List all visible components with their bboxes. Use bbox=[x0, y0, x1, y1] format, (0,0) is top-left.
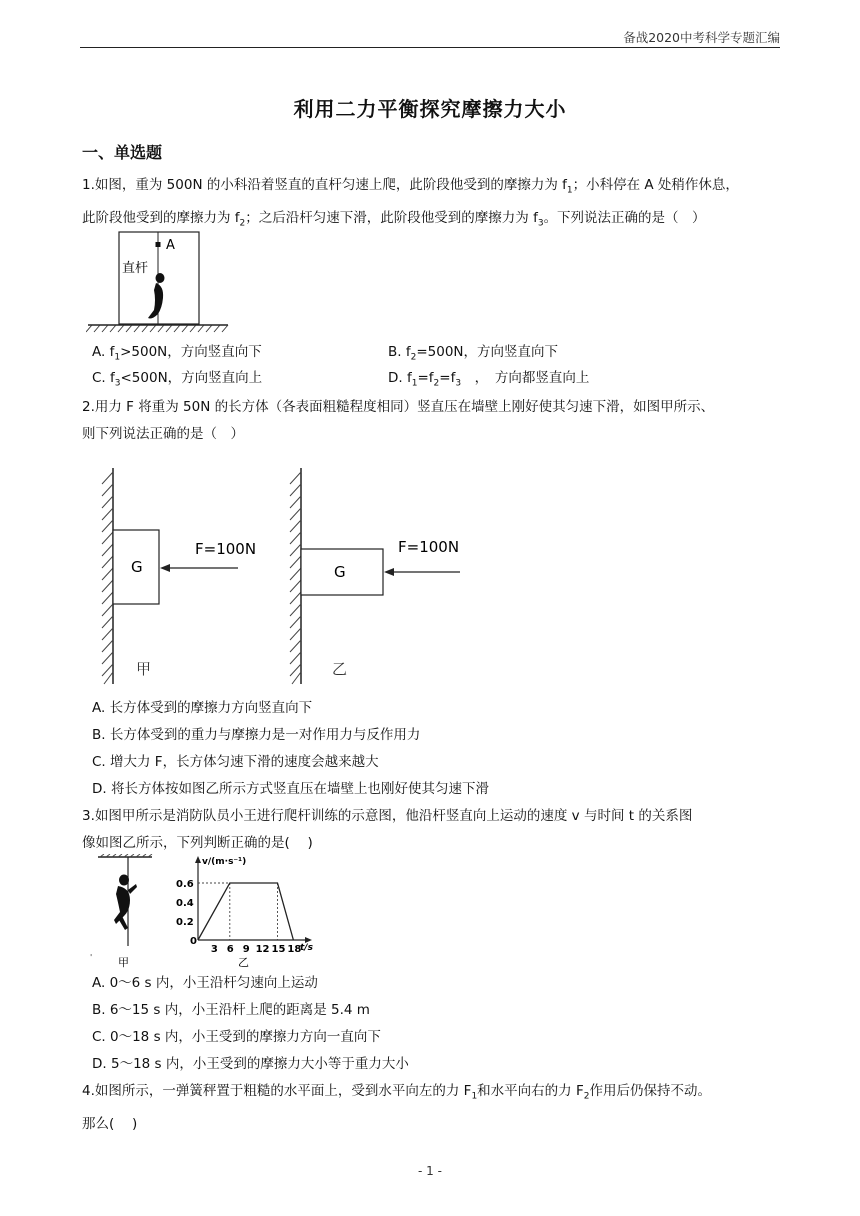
label-yi: 乙 bbox=[238, 956, 249, 969]
q2-option-b: B. 长方体受到的重力与摩擦力是一对作用力与反作用力 bbox=[92, 727, 421, 743]
page-number: - 1 - bbox=[418, 1164, 442, 1178]
force-arrowhead-yi bbox=[384, 568, 394, 576]
question-1-text: 1.如图，重为 500N 的小科沿着竖直的直杆匀速上爬，此阶段他受到的摩擦力为 $f_1$；小科停在 A 处稍作休息， 此阶段他受到的摩擦力为 $f_2$；之后沿杆匀速下滑，此阶段他受到的摩擦力为 $f_3$。下列说法正确的是（ ） bbox=[82, 177, 739, 229]
q2-option-a: A. 长方体受到的摩擦力方向竖直向下 bbox=[92, 700, 313, 716]
x-tick-label: 12 bbox=[255, 944, 270, 955]
q3-option-b: B. 6～15 s 内，小王沿杆上爬的距离是 5.4 m bbox=[92, 1002, 370, 1018]
question-2-text: 2.用力 F 将重为 50N 的长方体（各表面粗糙程度相同）竖直压在墙壁上刚好使其匀速下滑，如图甲所示、 则下列说法正确的是（ ） bbox=[82, 399, 715, 442]
question-3-figure bbox=[88, 854, 338, 972]
velocity-time-chart bbox=[176, 856, 314, 969]
question-3-text: 3.如图甲所示是消防队员小王进行爬杆训练的示意图，他沿杆竖直向上运动的速度 v 与时间 t 的关系图 像如图乙所示，下列判断正确的是( ) bbox=[82, 808, 693, 851]
ground-hatching bbox=[86, 325, 228, 332]
question-2-figure bbox=[92, 460, 472, 688]
label-jia: 甲 bbox=[136, 660, 152, 678]
q3-option-c: C. 0～18 s 内，小王受到的摩擦力方向一直向下 bbox=[92, 1029, 381, 1045]
block-yi-label: G bbox=[334, 563, 346, 581]
q1-option-a: A. $f_1>500N$，方向竖直向下 bbox=[92, 344, 262, 363]
page-header: 备战2020中考科学专题汇编 bbox=[623, 30, 780, 45]
question-1-figure bbox=[86, 228, 236, 336]
force-label-yi: F=100N bbox=[398, 538, 460, 556]
x-tick-label: 6 bbox=[226, 944, 234, 955]
y-tick-label: 0.4 bbox=[176, 898, 194, 909]
wall-yi-hatching bbox=[290, 472, 301, 684]
q3-option-d: D. 5～18 s 内，小王受到的摩擦力大小等于重力大小 bbox=[92, 1056, 409, 1072]
y-axis-arrow bbox=[195, 856, 201, 863]
y-tick-label: 0.6 bbox=[176, 879, 194, 890]
force-arrowhead-jia bbox=[160, 564, 170, 572]
force-label-jia: F=100N bbox=[195, 540, 257, 558]
label-jia: 甲 bbox=[118, 956, 129, 969]
svg-text:': ' bbox=[90, 953, 93, 962]
velocity-line bbox=[198, 883, 293, 940]
q2-option-c: C. 增大力 F，长方体匀速下滑的速度会越来越大 bbox=[92, 754, 379, 770]
q3-option-a: A. 0～6 s 内，小王沿杆匀速向上运动 bbox=[92, 975, 318, 991]
climber-figure bbox=[148, 273, 165, 319]
y-axis-label: v/(m·s⁻¹) bbox=[202, 857, 247, 867]
block-jia-label: G bbox=[131, 558, 143, 576]
label-a: A bbox=[166, 238, 175, 253]
x-axis-label: t/s bbox=[300, 943, 313, 953]
section-heading: 一、单选题 bbox=[82, 143, 163, 162]
label-pole: 直杆 bbox=[122, 261, 149, 276]
x-tick-label: 9 bbox=[242, 944, 250, 955]
y-tick-label: 0.2 bbox=[176, 917, 194, 928]
point-a-marker bbox=[156, 242, 161, 247]
q1-option-c: C. $f_3<500N$，方向竖直向上 bbox=[92, 370, 263, 389]
y-tick-label: 0 bbox=[190, 936, 197, 947]
q2-option-d: D. 将长方体按如图乙所示方式竖直压在墙壁上也刚好使其匀速下滑 bbox=[92, 781, 489, 797]
x-tick-label: 3 bbox=[210, 944, 218, 955]
label-yi: 乙 bbox=[332, 660, 348, 678]
page-title: 利用二力平衡探究摩擦力大小 bbox=[293, 97, 567, 121]
x-tick-label: 18 bbox=[287, 944, 302, 955]
header-divider bbox=[80, 47, 780, 48]
q1-option-d: D. $f_1=f_2=f_3$ ， 方向都竖直向上 bbox=[388, 370, 590, 389]
climber-figure bbox=[114, 875, 137, 931]
x-tick-label: 15 bbox=[271, 944, 286, 955]
question-4-text: 4.如图所示，一弹簧秤置于粗糙的水平面上，受到水平向左的力 $F_1$和水平向右的力 $F_2$作用后仍保持不动。 那么( ) bbox=[82, 1083, 711, 1132]
q1-option-b: B. $f_2=500N$，方向竖直向下 bbox=[388, 344, 559, 363]
wall-jia-hatching bbox=[102, 472, 113, 684]
